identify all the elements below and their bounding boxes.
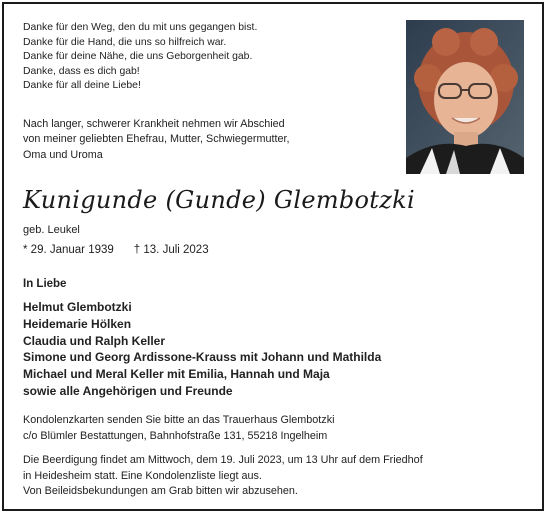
- birth-date: * 29. Januar 1939: [23, 244, 114, 256]
- deceased-name: Kunigunde (Gunde) Glembotzki: [23, 186, 416, 214]
- funeral-line: Von Beileidsbekundungen am Grab bitten wir abzusehen.: [23, 485, 298, 498]
- poem-line: Danke für den Weg, den du mit uns gegangen bist.: [23, 22, 258, 33]
- mourner-entry: Claudia und Ralph Keller: [23, 333, 166, 348]
- mourner-entry: Simone und Georg Ardissone-Krauss mit Johann und Mathilda: [23, 350, 382, 365]
- mourner-entry: Heidemarie Hölken: [23, 316, 132, 331]
- poem-line: Danke für all deine Liebe!: [23, 80, 141, 92]
- death-date: † 13. Juli 2023: [133, 244, 209, 256]
- mourner-entry: Michael und Meral Keller mit Emilia, Hannah und Maja: [23, 367, 330, 382]
- life-dates: [23, 244, 209, 256]
- in-love-heading: In Liebe: [23, 278, 67, 290]
- birth-name: geb. Leukel: [23, 224, 80, 236]
- funeral-note: [23, 453, 423, 500]
- mourners-list: [23, 299, 381, 400]
- funeral-line: in Heidesheim statt. Eine Kondolenzliste liegt aus.: [23, 469, 262, 482]
- poem-line: Danke für deine Nähe, die uns Geborgenheit gab.: [23, 51, 253, 63]
- intro-line: Nach langer, schwerer Krankheit nehmen wir Abschied: [23, 118, 285, 130]
- mourner-entry: sowie alle Angehörigen und Freunde: [23, 383, 233, 398]
- intro-line: Oma und Uroma: [23, 148, 103, 161]
- poem-block: [23, 21, 257, 94]
- poem-line: Danke, dass es dich gab!: [23, 65, 140, 77]
- condolence-line: Kondolenzkarten senden Sie bitte an das Trauerhaus Glembotzki: [23, 414, 335, 426]
- condolence-line: c/o Blümler Bestattungen, Bahnhofstraße 131, 55218 Ingelheim: [23, 429, 328, 442]
- mourner-entry: Helmut Glembotzki: [23, 300, 132, 314]
- intro-line: von meiner geliebten Ehefrau, Mutter, Schwiegermutter,: [23, 133, 290, 146]
- funeral-line: Die Beerdigung findet am Mittwoch, dem 19. Juli 2023, um 13 Uhr auf dem Friedhof: [23, 454, 423, 466]
- portrait-photo: [406, 20, 524, 174]
- poem-line: Danke für die Hand, die uns so hilfreich war.: [23, 36, 227, 48]
- condolence-note: [23, 413, 335, 444]
- intro-block: [23, 117, 289, 163]
